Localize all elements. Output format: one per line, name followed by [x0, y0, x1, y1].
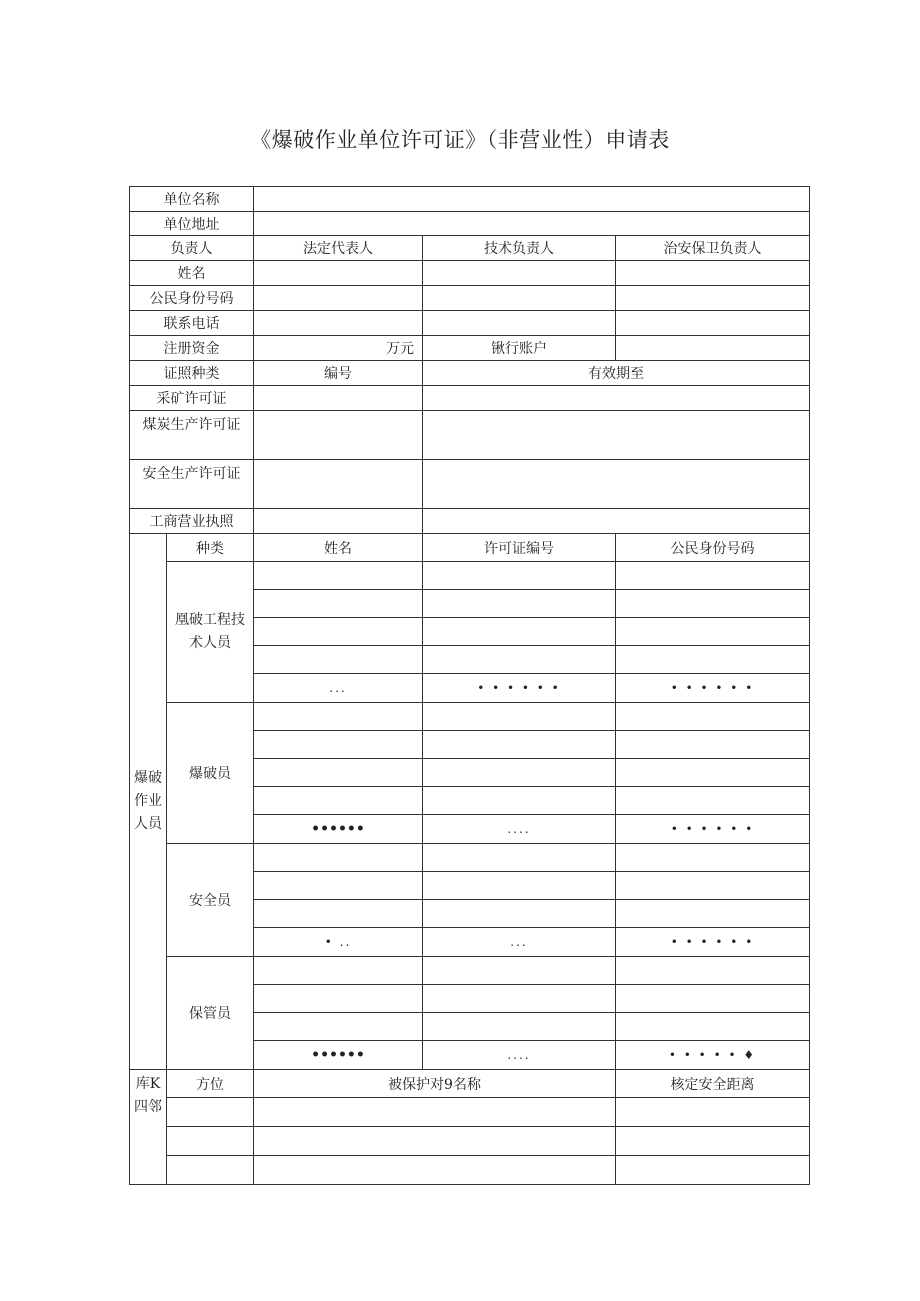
header-person-name: 姓名 [254, 534, 423, 562]
engineer-line2: 术人员 [189, 635, 231, 651]
field-coal-license-no[interactable] [254, 411, 423, 460]
cell-input[interactable] [254, 703, 423, 731]
ellipsis-permit: .... [423, 1041, 616, 1070]
cell-input[interactable] [254, 872, 423, 900]
table-row [130, 562, 810, 590]
cell-input[interactable] [254, 957, 423, 985]
header-permit-no: 许可证编号 [423, 534, 616, 562]
row-unit-name [130, 187, 810, 212]
label-business-license: 工商营业执照 [130, 509, 254, 534]
cell-input[interactable] [254, 1127, 616, 1156]
label-coal-license: 煤炭生产许可证 [130, 411, 254, 460]
cell-input[interactable] [616, 618, 810, 646]
row-id-number [130, 286, 810, 311]
label-custodian: 保管员 [167, 957, 254, 1070]
cell-input[interactable] [423, 844, 616, 872]
cell-input[interactable] [616, 646, 810, 674]
table-row [130, 844, 810, 872]
header-legal-rep: 法定代表人 [254, 236, 423, 261]
cell-input[interactable] [423, 872, 616, 900]
ellipsis-id: • • • • • • [616, 674, 810, 703]
storage-line2: 四邻 [134, 1099, 162, 1116]
ellipsis-permit: .... [423, 815, 616, 844]
ellipsis-name: • .. [254, 928, 423, 957]
row-unit-address [130, 212, 810, 236]
cell-input[interactable] [423, 646, 616, 674]
row-mining-license [130, 386, 810, 411]
cell-input[interactable] [423, 985, 616, 1013]
row-name [130, 261, 810, 286]
table-row [130, 1156, 810, 1185]
cell-input[interactable] [423, 590, 616, 618]
cell-input[interactable] [423, 1013, 616, 1041]
cell-input[interactable] [254, 590, 423, 618]
field-tech-head-id[interactable] [423, 286, 616, 311]
header-person-id: 公民身份号码 [616, 534, 810, 562]
label-name: 姓名 [130, 261, 254, 286]
label-storage-neighbors [130, 1070, 167, 1185]
personnel-group-line2: 作业 [134, 792, 162, 809]
row-license-header [130, 361, 810, 386]
field-bank-account[interactable] [616, 336, 810, 361]
field-registered-capital[interactable]: 万元 [254, 336, 423, 361]
row-personnel-header [130, 534, 810, 562]
ellipsis-name: •••••• [254, 1041, 423, 1070]
ellipsis-permit: • • • • • • [423, 674, 616, 703]
field-coal-license-valid[interactable] [423, 411, 810, 460]
table-row [130, 703, 810, 731]
field-security-head-phone[interactable] [616, 311, 810, 336]
header-safe-distance: 核定安全距离 [616, 1070, 810, 1098]
cell-input[interactable] [167, 1156, 254, 1185]
row-responsible-header [130, 236, 810, 261]
cell-input[interactable] [254, 985, 423, 1013]
cell-input[interactable] [423, 900, 616, 928]
field-safety-license-valid[interactable] [423, 460, 810, 509]
header-tech-head: 技术负责人 [423, 236, 616, 261]
engineer-line1: 凰破工程技 [175, 611, 245, 628]
row-phone [130, 311, 810, 336]
header-license-no: 编号 [254, 361, 423, 386]
label-safety-officer: 安全员 [167, 844, 254, 957]
field-legal-rep-phone[interactable] [254, 311, 423, 336]
cell-input[interactable] [167, 1098, 254, 1127]
label-id-number: 公民身份号码 [130, 286, 254, 311]
cell-input[interactable] [423, 731, 616, 759]
cell-input[interactable] [423, 787, 616, 815]
row-storage-header [130, 1070, 810, 1098]
table-row [130, 957, 810, 985]
cell-input[interactable] [167, 1127, 254, 1156]
row-coal-license [130, 411, 810, 460]
label-personnel-group [130, 534, 167, 1070]
form-title: 《爆破作业单位许可证》（非营业性）申请表 [250, 128, 670, 152]
cell-input[interactable] [254, 844, 423, 872]
field-security-head-id[interactable] [616, 286, 810, 311]
header-valid-until: 有效期至 [423, 361, 810, 386]
cell-input[interactable] [254, 618, 423, 646]
field-security-head-name[interactable] [616, 261, 810, 286]
ellipsis-id: • • • • • • [616, 815, 810, 844]
label-unit-address: 单位地址 [130, 212, 254, 236]
cell-input[interactable] [254, 562, 423, 590]
row-capital [130, 336, 810, 361]
cell-input[interactable] [616, 872, 810, 900]
cell-input[interactable] [254, 1013, 423, 1041]
cell-input[interactable] [254, 1156, 616, 1185]
label-responsible: 负责人 [130, 236, 254, 261]
cell-input[interactable] [423, 957, 616, 985]
cell-input[interactable] [616, 562, 810, 590]
cell-input[interactable] [616, 731, 810, 759]
cell-input[interactable] [254, 1098, 616, 1127]
header-direction: 方位 [167, 1070, 254, 1098]
table-row [130, 1098, 810, 1127]
label-bank-account: 锹行账户 [423, 336, 616, 361]
cell-input[interactable] [616, 844, 810, 872]
label-safety-license: 安全生产许可证 [130, 460, 254, 509]
cell-input[interactable] [616, 985, 810, 1013]
storage-line1: 库K [135, 1076, 161, 1092]
cell-input[interactable] [616, 759, 810, 787]
cell-input[interactable] [423, 703, 616, 731]
field-business-license-valid[interactable] [423, 509, 810, 534]
label-blaster: 爆破员 [167, 703, 254, 844]
cell-input[interactable] [616, 703, 810, 731]
label-mining-license: 采矿许可证 [130, 386, 254, 411]
cell-input[interactable] [423, 618, 616, 646]
label-license-type: 证照种类 [130, 361, 254, 386]
label-unit-name: 单位名称 [130, 187, 254, 212]
cell-input[interactable] [254, 787, 423, 815]
field-unit-name[interactable] [254, 187, 810, 212]
ellipsis-id: • • • • • • [616, 928, 810, 957]
cell-input[interactable] [254, 731, 423, 759]
table-row [130, 1127, 810, 1156]
cell-input[interactable] [254, 646, 423, 674]
cell-input[interactable] [616, 787, 810, 815]
cell-input[interactable] [616, 900, 810, 928]
ellipsis-name: ... [254, 674, 423, 703]
field-safety-license-no[interactable] [254, 460, 423, 509]
ellipsis-permit: ... [423, 928, 616, 957]
field-legal-rep-id[interactable] [254, 286, 423, 311]
cell-input[interactable] [616, 957, 810, 985]
cell-input[interactable] [254, 900, 423, 928]
cell-input[interactable] [423, 562, 616, 590]
ellipsis-name: •••••• [254, 815, 423, 844]
cell-input[interactable] [254, 759, 423, 787]
label-engineer [167, 562, 254, 703]
header-type: 种类 [167, 534, 254, 562]
row-safety-license [130, 460, 810, 509]
field-business-license-no[interactable] [254, 509, 423, 534]
field-legal-rep-name[interactable] [254, 261, 423, 286]
row-business-license [130, 509, 810, 534]
cell-input[interactable] [616, 1098, 810, 1127]
ellipsis-id: • • • • • ♦ [616, 1041, 810, 1070]
field-unit-address[interactable] [254, 212, 810, 236]
application-form-table [129, 186, 810, 1185]
cell-input[interactable] [616, 1013, 810, 1041]
field-mining-license-valid[interactable] [423, 386, 810, 411]
field-tech-head-name[interactable] [423, 261, 616, 286]
field-mining-license-no[interactable] [254, 386, 423, 411]
personnel-group-line1: 爆破 [134, 769, 162, 786]
cell-input[interactable] [616, 590, 810, 618]
personnel-group-line3: 人员 [134, 816, 162, 833]
cell-input[interactable] [616, 1127, 810, 1156]
header-protected-object: 被保护对9名称 [254, 1070, 616, 1098]
cell-input[interactable] [616, 1156, 810, 1185]
label-phone: 联系电话 [130, 311, 254, 336]
field-tech-head-phone[interactable] [423, 311, 616, 336]
cell-input[interactable] [423, 759, 616, 787]
header-security-head: 治安保卫负责人 [616, 236, 810, 261]
label-registered-capital: 注册资金 [130, 336, 254, 361]
